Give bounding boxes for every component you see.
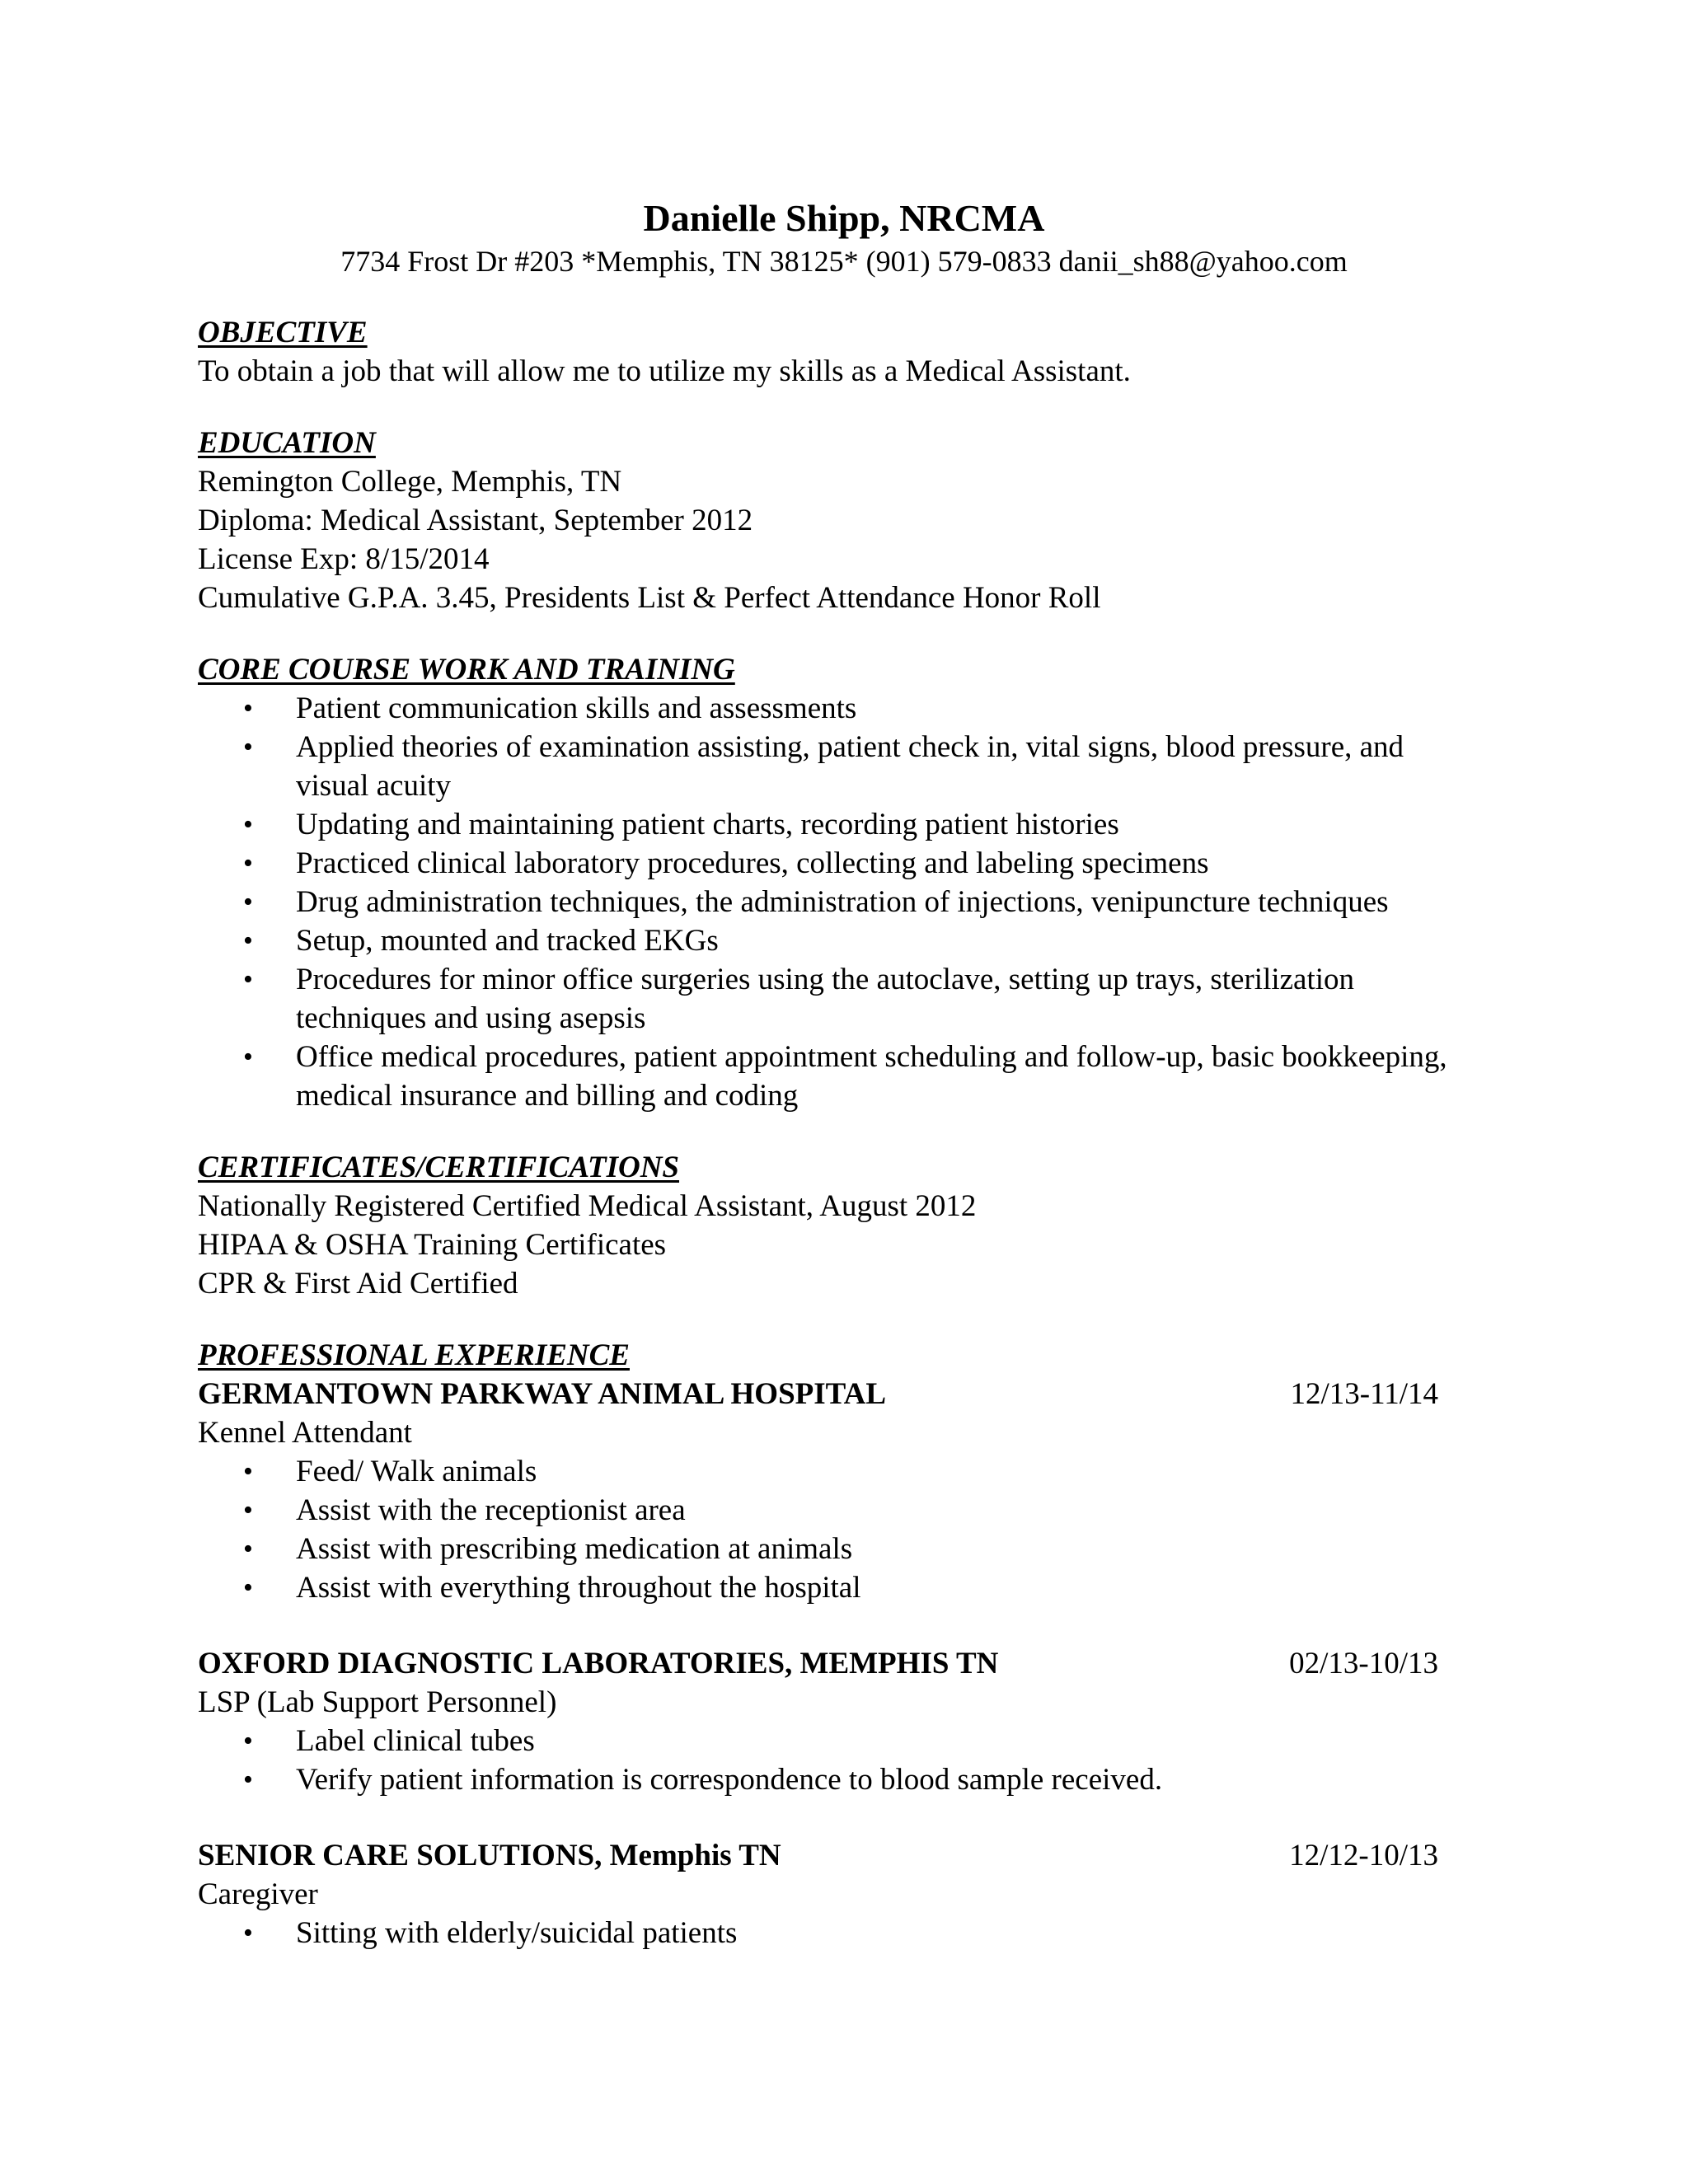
- list-item: • Practiced clinical laboratory procedures, collecting and labeling specimens: [198, 844, 1484, 883]
- list-item: • Procedures for minor office surgeries using the autoclave, setting up trays, sterilization techniques and using asepsis: [198, 960, 1484, 1038]
- job-dates: 12/13-11/14: [1290, 1377, 1438, 1411]
- job-employer: OXFORD DIAGNOSTIC LABORATORIES, MEMPHIS TN: [198, 1647, 999, 1680]
- job-role: Caregiver: [198, 1877, 318, 1911]
- job-duties: [198, 1452, 1484, 1607]
- list-item: • Assist with the receptionist area: [198, 1491, 1484, 1530]
- list-item: • Assist with everything throughout the hospital: [198, 1568, 1484, 1607]
- list-item: • Verify patient information is correspondence to blood sample received.: [198, 1760, 1484, 1799]
- job-employer: SENIOR CARE SOLUTIONS, Memphis TN: [198, 1839, 781, 1872]
- experience-heading: PROFESSIONAL EXPERIENCE: [198, 1338, 630, 1372]
- list-item: • Patient communication skills and assessments: [198, 689, 1484, 728]
- candidate-name: Danielle Shipp, NRCMA: [643, 197, 1045, 239]
- contact-line: 7734 Frost Dr #203 *Memphis, TN 38125* (901) 579-0833 danii_sh88@yahoo.com: [340, 245, 1348, 278]
- certification-item: HIPAA & OSHA Training Certificates: [198, 1228, 667, 1262]
- job-header: [198, 1375, 1438, 1413]
- certification-item: CPR & First Aid Certified: [198, 1267, 518, 1301]
- objective-text: To obtain a job that will allow me to utilize my skills as a Medical Assistant.: [198, 354, 1131, 388]
- list-item: • Office medical procedures, patient appointment scheduling and follow-up, basic bookkeeping, medical insurance and billing and coding: [198, 1038, 1484, 1115]
- job-role: LSP (Lab Support Personnel): [198, 1685, 557, 1719]
- job-employer: GERMANTOWN PARKWAY ANIMAL HOSPITAL: [198, 1377, 886, 1411]
- education-license: License Exp: 8/15/2014: [198, 542, 490, 576]
- list-item: • Sitting with elderly/suicidal patients: [198, 1914, 1484, 1952]
- list-item: • Label clinical tubes: [198, 1722, 1484, 1760]
- list-item: • Applied theories of examination assisting, patient check in, vital signs, blood pressure, and visual acuity: [198, 728, 1484, 805]
- objective-heading: OBJECTIVE: [198, 316, 368, 349]
- education-gpa: Cumulative G.P.A. 3.45, Presidents List & Perfect Attendance Honor Roll: [198, 581, 1101, 615]
- list-item: • Assist with prescribing medication at animals: [198, 1530, 1484, 1568]
- list-item: • Setup, mounted and tracked EKGs: [198, 921, 1484, 960]
- coursework-heading: CORE COURSE WORK AND TRAINING: [198, 653, 735, 687]
- job-header: [198, 1836, 1438, 1875]
- job-dates: 02/13-10/13: [1289, 1647, 1438, 1680]
- coursework-list: [198, 689, 1484, 1115]
- job-dates: 12/12-10/13: [1289, 1839, 1438, 1872]
- education-diploma: Diploma: Medical Assistant, September 2012: [198, 504, 753, 537]
- certifications-heading: CERTIFICATES/CERTIFICATIONS: [198, 1151, 680, 1184]
- list-item: • Feed/ Walk animals: [198, 1452, 1484, 1491]
- list-item: • Updating and maintaining patient charts, recording patient histories: [198, 805, 1484, 844]
- resume-page: [198, 194, 1484, 1952]
- education-school: Remington College, Memphis, TN: [198, 465, 622, 499]
- job-role: Kennel Attendant: [198, 1416, 412, 1450]
- job-duties: [198, 1722, 1484, 1799]
- job-duties: [198, 1914, 1484, 1952]
- list-item: • Drug administration techniques, the administration of injections, venipuncture techniques: [198, 883, 1484, 921]
- education-heading: EDUCATION: [198, 426, 376, 460]
- certification-item: Nationally Registered Certified Medical Assistant, August 2012: [198, 1189, 977, 1223]
- job-header: [198, 1644, 1438, 1683]
